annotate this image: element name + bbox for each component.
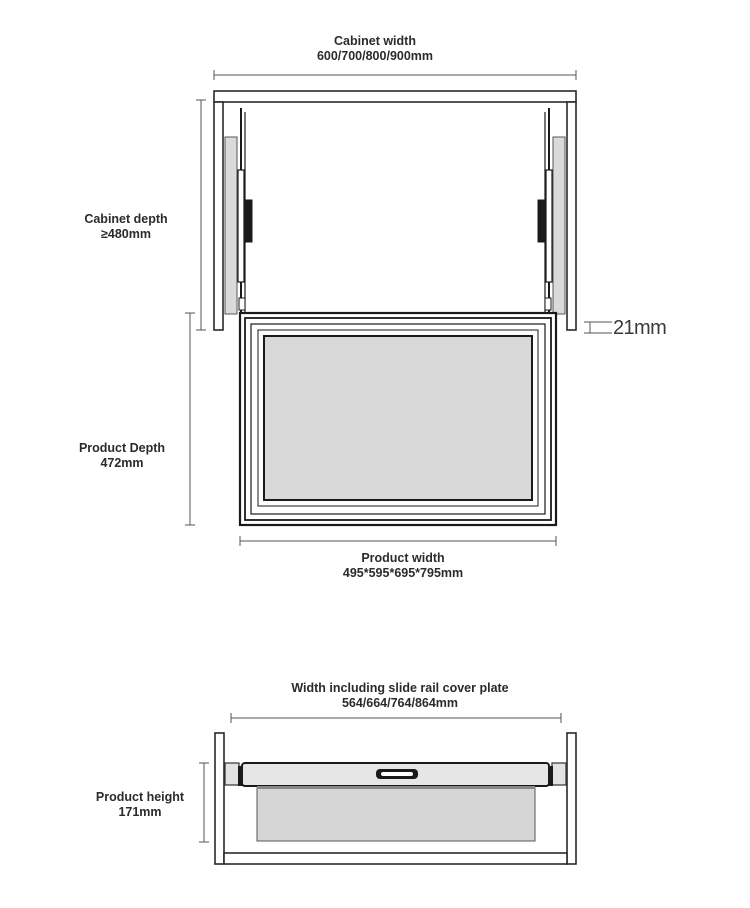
cabinet-left-wall [214, 102, 223, 330]
side-view [199, 713, 576, 864]
product-depth-value: 472mm [100, 456, 144, 470]
cabinet-width-label [290, 34, 460, 64]
cabinet-width-dimension-line [214, 70, 576, 80]
cabinet-depth-label [66, 212, 186, 242]
cabinet-depth-title: Cabinet depth [84, 212, 168, 226]
product-width-title: Product width [361, 551, 445, 565]
left-slide-rail [238, 108, 252, 312]
product-height-label [80, 790, 200, 820]
cabinet-depth-value: ≥480mm [101, 227, 151, 241]
width-incl-cover-value: 564/664/764/864mm [341, 696, 459, 710]
gap-value: 21mm [613, 317, 667, 339]
width-incl-cover-label [270, 681, 530, 711]
width-incl-cover-dimension-line [231, 713, 561, 723]
right-rail-cover-plate [553, 137, 565, 314]
product-drawer-frame [240, 313, 556, 525]
cabinet-width-title: Cabinet width [334, 34, 416, 48]
gap-label [613, 317, 683, 339]
product-width-value: 495*595*695*795mm [342, 566, 464, 580]
width-incl-cover-title: Width including slide rail cover plate [291, 681, 509, 695]
cabinet-right-wall [567, 102, 576, 330]
cabinet-top-board [214, 91, 576, 102]
basket-top-rim [257, 786, 535, 789]
gap-21mm-marker [584, 322, 612, 333]
product-width-dimension-line [240, 536, 556, 546]
product-depth-title: Product Depth [78, 441, 166, 455]
product-height-dimension-line [199, 763, 209, 842]
product-width-label [323, 551, 483, 581]
right-slide-rail [538, 108, 552, 312]
product-height-value: 171mm [118, 805, 162, 819]
product-drawer-panel [264, 336, 532, 500]
top-view [185, 70, 612, 546]
drawer-handle [376, 769, 418, 779]
drawer-basket-body [257, 788, 535, 841]
product-depth-dimension-line [185, 313, 195, 525]
left-rail-cover-plate [225, 137, 237, 314]
cabinet-width-value: 600/700/800/900mm [316, 49, 434, 63]
product-height-title: Product height [95, 790, 185, 804]
product-depth-label [62, 441, 182, 471]
cabinet-depth-dimension-line [196, 100, 206, 330]
